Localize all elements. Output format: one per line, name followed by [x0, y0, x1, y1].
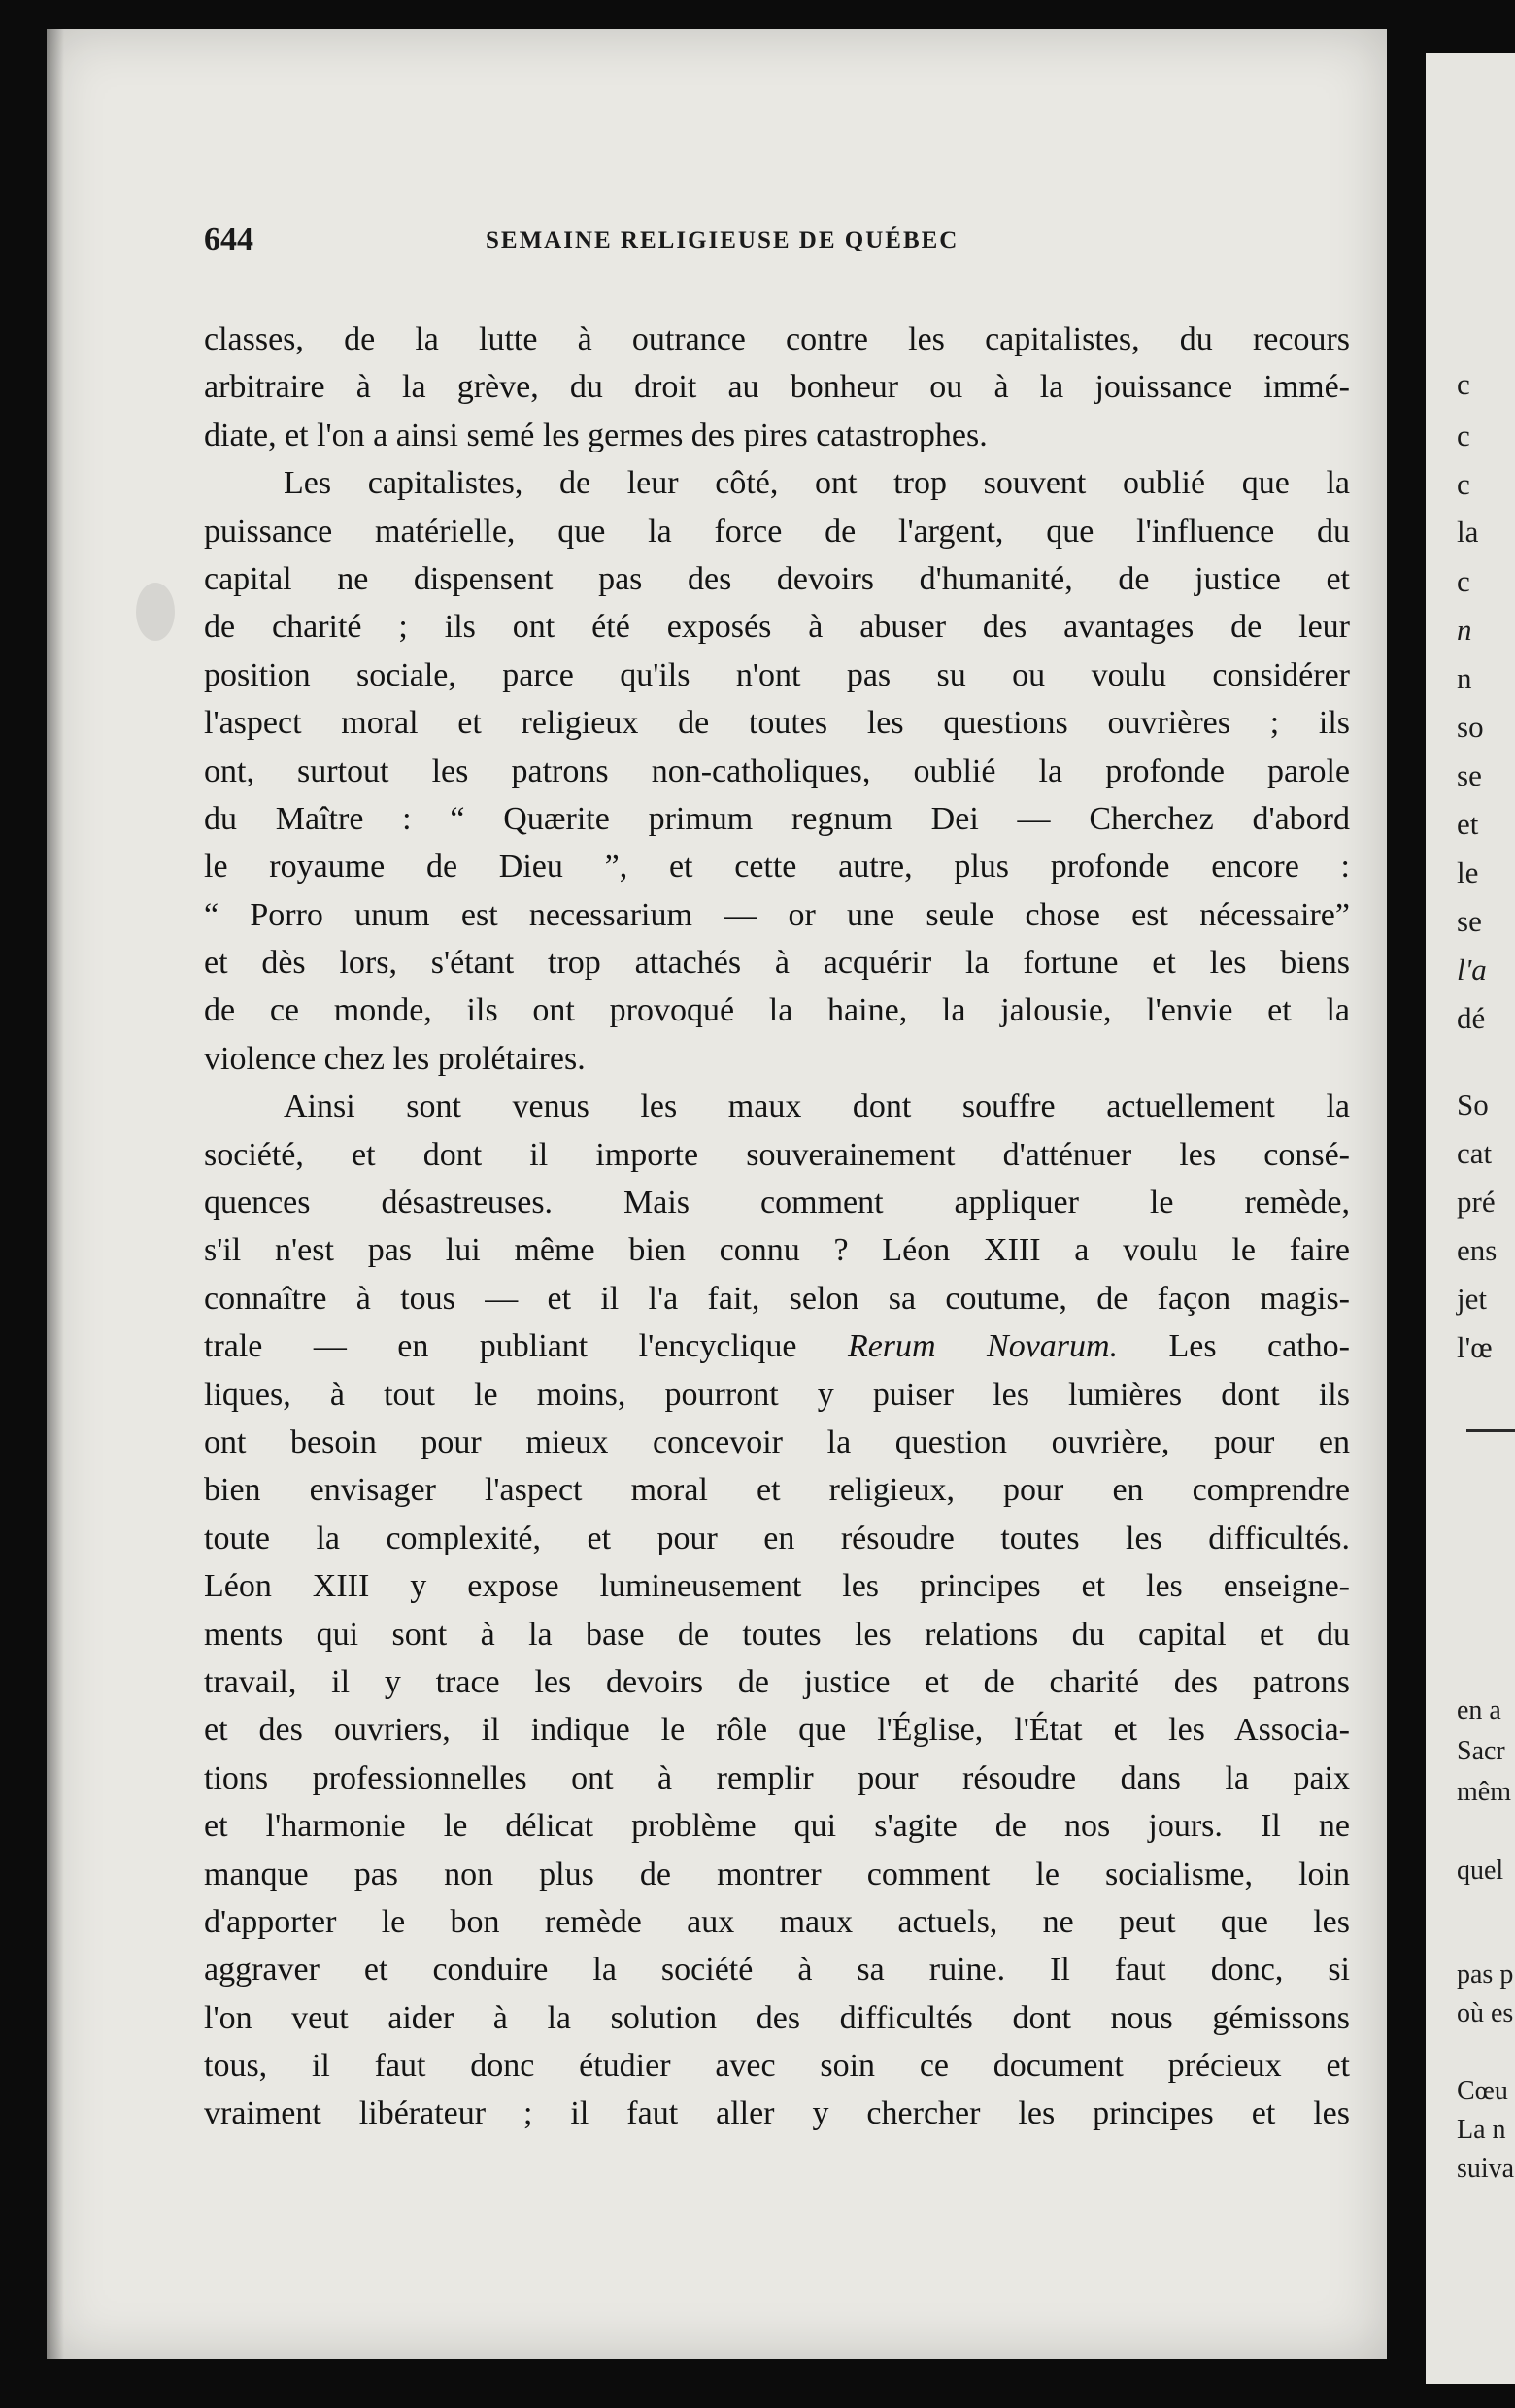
adjacent-fragment: n	[1457, 661, 1472, 695]
text-line: d'apporter le bon remède aux maux actuels, ne peut que les	[204, 1903, 1350, 1940]
adjacent-fragment: se	[1457, 758, 1482, 792]
adjacent-page-rule	[1466, 1429, 1515, 1432]
text-line: connaître à tous — et il l'a fait, selon sa coutume, de façon magis-	[204, 1280, 1350, 1317]
text-line: diate, et l'on a ainsi semé les germes des pires catastrophes.	[204, 417, 988, 453]
text-line: de ce monde, ils ont provoqué la haine, la jalousie, l'envie et la	[204, 992, 1350, 1029]
adjacent-fragment: ens	[1457, 1233, 1498, 1267]
page-header	[204, 221, 1350, 260]
body-text	[204, 316, 1350, 2138]
encyclical-title: Rerum Novarum.	[847, 1328, 1119, 1365]
text-line: tions professionnelles ont à remplir pour résoudre dans la paix	[204, 1759, 1350, 1796]
adjacent-fragment: le	[1457, 855, 1479, 889]
adjacent-fragment: c	[1457, 467, 1470, 501]
adjacent-fragment: Sacr	[1457, 1736, 1505, 1766]
adjacent-fragment: mêm	[1457, 1777, 1511, 1807]
adjacent-fragment: So	[1457, 1087, 1489, 1121]
adjacent-fragment: Cœu	[1457, 2076, 1508, 2106]
text-line: de charité ; ils ont été exposés à abuser des avantages de leur	[204, 609, 1350, 646]
adjacent-fragment: l'œ	[1457, 1330, 1493, 1364]
text-line: et des ouvriers, il indique le rôle que l'Église, l'État et les Associa-	[204, 1712, 1350, 1749]
page-number: 644	[204, 221, 253, 257]
text-line: toute la complexité, et pour en résoudre toutes les difficultés.	[204, 1520, 1350, 1556]
adjacent-page	[1426, 53, 1515, 2384]
text-line: arbitraire à la grève, du droit au bonheur ou à la jouissance immé-	[204, 369, 1350, 406]
adjacent-fragment: où es	[1457, 1998, 1514, 2028]
text-line: aggraver et conduire la société à sa ruine. Il faut donc, si	[204, 1952, 1350, 1989]
text-line: Les capitalistes, de leur côté, ont trop souvent oublié que la	[284, 465, 1350, 502]
page-gutter-shadow	[47, 29, 64, 2359]
adjacent-fragment: jet	[1457, 1282, 1487, 1316]
adjacent-fragment: dé	[1457, 1001, 1486, 1035]
text-line: vraiment libérateur ; il faut aller y chercher les principes et les	[204, 2095, 1350, 2132]
adjacent-fragment: la	[1457, 515, 1479, 549]
adjacent-fragment: c	[1457, 564, 1470, 598]
text-line: s'il n'est pas lui même bien connu ? Léon XIII a voulu le faire	[204, 1232, 1350, 1269]
adjacent-fragment: en a	[1457, 1695, 1501, 1725]
adjacent-fragment: et	[1457, 807, 1479, 841]
text-line-mixed	[204, 1322, 1350, 1370]
text-line: travail, il y trace les devoirs de justice et de charité des patrons	[204, 1663, 1350, 1700]
text-line: violence chez les prolétaires.	[204, 1040, 586, 1077]
text-line: manque pas non plus de montrer comment le socialisme, loin	[204, 1856, 1350, 1892]
text-line: position sociale, parce qu'ils n'ont pas su ou voulu considérer	[204, 656, 1350, 693]
text-line: ont, surtout les patrons non-catholiques, oublié la profonde parole	[204, 752, 1350, 789]
text-line: classes, de la lutte à outrance contre les capitalistes, du recours	[204, 321, 1350, 357]
text-line: quences désastreuses. Mais comment appliquer le remède,	[204, 1185, 1350, 1221]
text-fragment: trale — en publiant l'encyclique	[204, 1328, 797, 1365]
adjacent-fragment: pré	[1457, 1185, 1496, 1219]
adjacent-fragment: suiva	[1457, 2154, 1515, 2184]
adjacent-fragment: c	[1457, 367, 1470, 401]
text-line: le royaume de Dieu ”, et cette autre, plus profonde encore :	[204, 849, 1350, 886]
adjacent-fragment: n	[1457, 613, 1472, 647]
text-line: société, et dont il importe souverainement d'atténuer les consé-	[204, 1136, 1350, 1173]
adjacent-fragment: c	[1457, 418, 1470, 452]
text-line: “ Porro unum est necessarium — or une seule chose est nécessaire”	[204, 896, 1350, 933]
text-line: Léon XIII y expose lumineusement les principes et les enseigne-	[204, 1568, 1350, 1605]
text-line: capital ne dispensent pas des devoirs d'humanité, de justice et	[204, 560, 1350, 597]
adjacent-fragment: so	[1457, 710, 1484, 744]
text-line: tous, il faut donc étudier avec soin ce document précieux et	[204, 2048, 1350, 2085]
text-line: Ainsi sont venus les maux dont souffre actuellement la	[284, 1088, 1350, 1125]
text-line: et dès lors, s'étant trop attachés à acquérir la fortune et les biens	[204, 945, 1350, 982]
text-fragment: Les catho-	[1168, 1328, 1350, 1365]
adjacent-fragment: La n	[1457, 2115, 1506, 2145]
running-title: SEMAINE RELIGIEUSE DE QUÉBEC	[486, 227, 960, 253]
text-line: l'aspect moral et religieux de toutes les questions ouvrières ; ils	[204, 705, 1350, 742]
scan-smudge	[136, 583, 175, 641]
adjacent-fragment: cat	[1457, 1136, 1493, 1170]
text-line: du Maître : “ Quærite primum regnum Dei — Cherchez d'abord	[204, 800, 1350, 837]
text-line: l'on veut aider à la solution des difficultés dont nous gémissons	[204, 1999, 1350, 2036]
adjacent-fragment: se	[1457, 904, 1482, 938]
text-line: ments qui sont à la base de toutes les relations du capital et du	[204, 1616, 1350, 1653]
text-line: ont besoin pour mieux concevoir la question ouvrière, pour en	[204, 1423, 1350, 1460]
text-line: bien envisager l'aspect moral et religieux, pour en comprendre	[204, 1472, 1350, 1509]
adjacent-fragment: quel	[1457, 1856, 1504, 1886]
text-line: puissance matérielle, que la force de l'argent, que l'influence du	[204, 513, 1350, 550]
text-line: liques, à tout le moins, pourront y puiser les lumières dont ils	[204, 1376, 1350, 1413]
adjacent-fragment: l'a	[1457, 953, 1487, 987]
text-line: et l'harmonie le délicat problème qui s'agite de nos jours. Il ne	[204, 1808, 1350, 1845]
adjacent-fragment: pas p	[1457, 1959, 1514, 1990]
